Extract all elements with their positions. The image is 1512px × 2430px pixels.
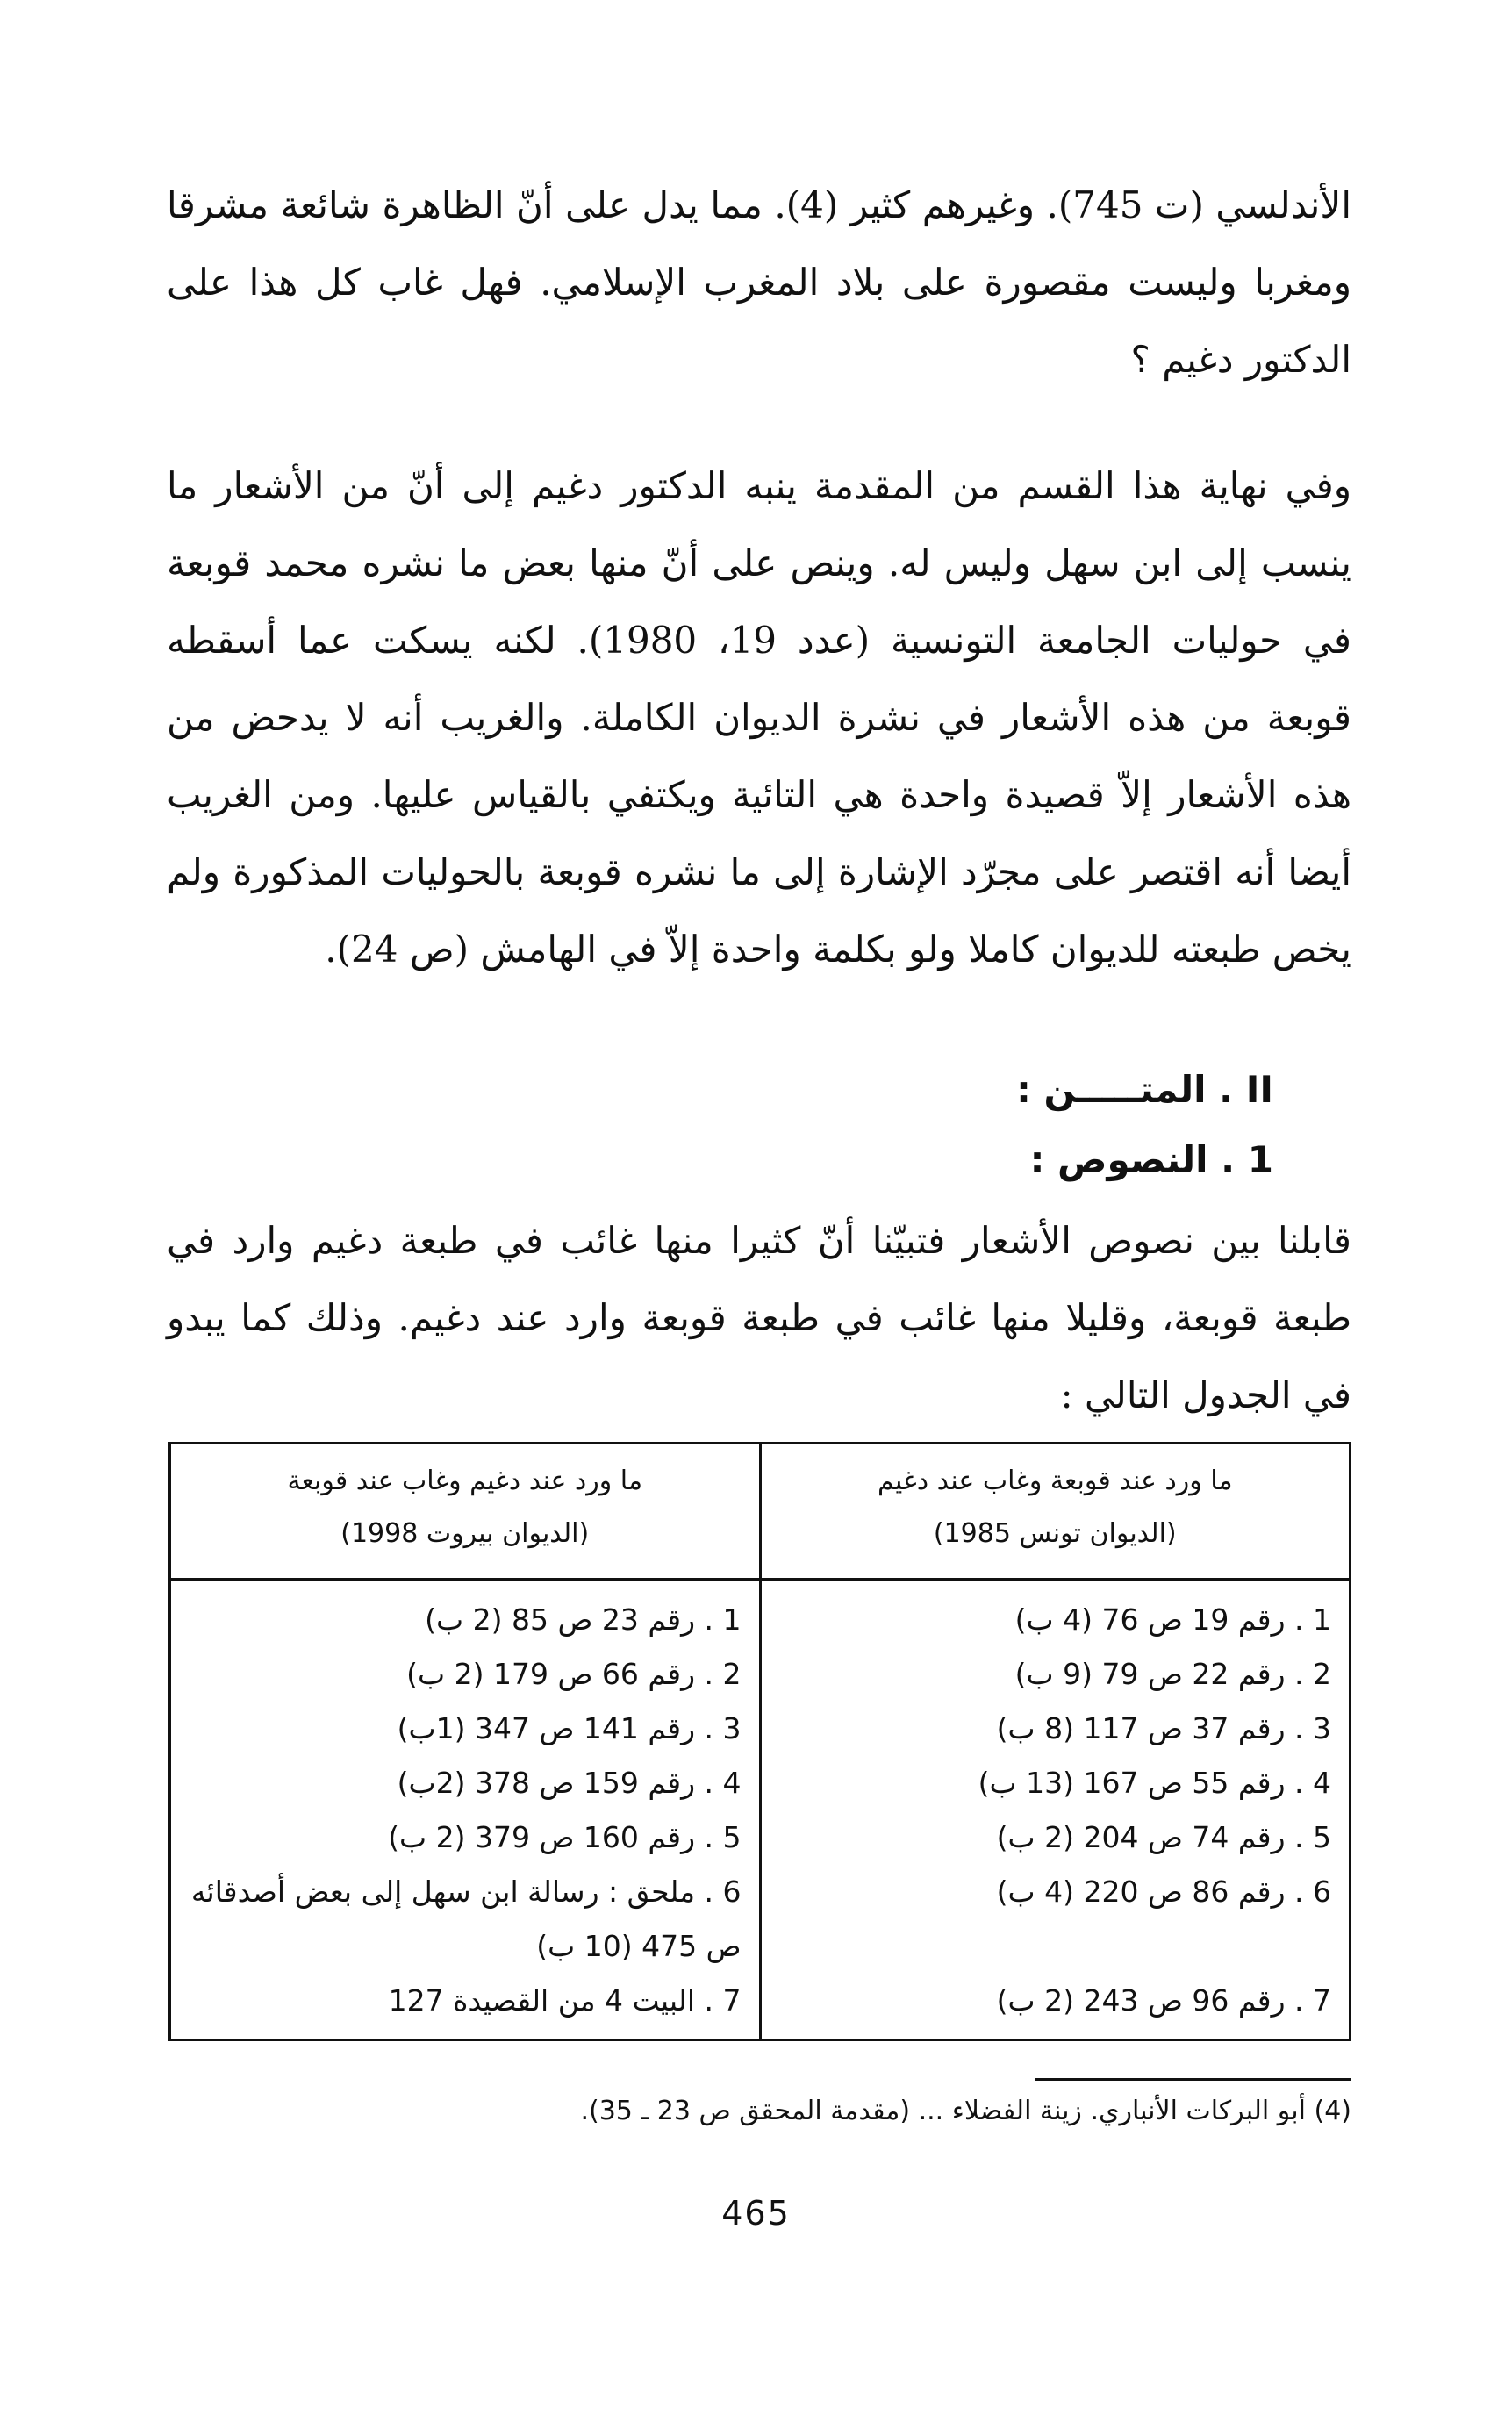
list-item: 3 . رقم 141 ص 347 (1ب): [397, 1711, 742, 1745]
section-heading-ii: II . المتـــــن :: [1016, 1068, 1273, 1111]
table-header-right: [760, 1444, 1351, 1580]
table-column-right: [760, 1580, 1351, 2040]
header-title: ما ورد عند قوبعة وغاب عند دغيم: [877, 1466, 1233, 1496]
page-number: 465: [721, 2194, 791, 2233]
list-item: 1 . رقم 19 ص 76 (4 ب): [1014, 1602, 1331, 1637]
comparison-table: [168, 1442, 1351, 2041]
table-column-left: [170, 1580, 761, 2040]
paragraph-comparison: [167, 1202, 1351, 1434]
paragraph-text: قابلنا بين نصوص الأشعار فتبيّنا أنّ كثيرا منها غائب في طبعة دغيم وارد في طبعة قوبعة، وقليلا منها غائب في طبعة قوبعة وارد عند دغيم. وذلك كما يبدو في الجدول التالي :: [167, 1219, 1351, 1416]
list-item: 2 . رقم 66 ص 179 (2 ب): [406, 1657, 742, 1691]
list-item: 4 . رقم 159 ص 378 (2ب): [397, 1766, 742, 1800]
list-item: 5 . رقم 74 ص 204 (2 ب): [996, 1820, 1331, 1854]
table-header-left: [170, 1444, 761, 1580]
paragraph-text: الأندلسي (ت 745). وغيرهم كثير (4). مما يدل على أنّ الظاهرة شائعة مشرقا ومغربا وليست مقصورة على بلاد المغرب الإسلامي. فهل غاب كل هذا على الدكتور دغيم ؟: [167, 183, 1351, 381]
list-item: 4 . رقم 55 ص 167 (13 ب): [978, 1766, 1331, 1800]
footnote-divider: [1035, 2078, 1351, 2081]
list-item: 1 . رقم 23 ص 85 (2 ب): [425, 1602, 742, 1637]
list-item: 2 . رقم 22 ص 79 (9 ب): [1014, 1657, 1331, 1691]
header-title: ما ورد عند دغيم وغاب عند قوبعة: [287, 1466, 643, 1496]
paragraph-intro: [167, 167, 1351, 398]
paragraph-text: وفي نهاية هذا القسم من المقدمة ينبه الدكتور دغيم إلى أنّ من الأشعار ما ينسب إلى ابن سهل وليس له. وينص على أنّ منها بعض ما نشره محمد قوبعة في حوليات الجامعة التونسية (عدد 19، 1980). لكنه يسكت عما أسقطه قوبعة من هذه الأشعار في نشرة الديوان الكاملة. والغريب أنه لا يدحض من هذه الأشعار إلاّ قصيدة واحدة هي التائية ويكتفي بالقياس عليها. ومن الغريب أيضا أنه اقتصر على مجرّد الإشارة إلى ما نشره قوبعة بالحوليات المذكورة ولم يخص طبعته للديوان كاملا ولو بكلمة واحدة إلاّ في الهامش (ص 24).: [167, 464, 1351, 971]
footnote: (4) أبو البركات الأنباري. زينة الفضلاء ... (مقدمة المحقق ص 23 ـ 35).: [580, 2096, 1351, 2126]
list-item: 5 . رقم 160 ص 379 (2 ب): [388, 1820, 742, 1854]
list-item: 7 . رقم 96 ص 243 (2 ب): [996, 1983, 1331, 2018]
list-item: 6 . رقم 86 ص 220 (4 ب): [996, 1874, 1331, 1909]
header-subtitle: (الديوان بيروت 1998): [340, 1518, 590, 1549]
header-subtitle: (الديوان تونس 1985): [933, 1518, 1177, 1549]
subsection-heading-texts: 1 . النصوص :: [1029, 1138, 1273, 1181]
list-item: 3 . رقم 37 ص 117 (8 ب): [996, 1711, 1331, 1745]
list-item: 6 . ملحق : رسالة ابن سهل إلى بعض أصدقائه ص 475 (10 ب): [190, 1874, 742, 1963]
list-item: 7 . البيت 4 من القصيدة 127: [388, 1983, 742, 2018]
paragraph-section-end: [167, 448, 1351, 988]
